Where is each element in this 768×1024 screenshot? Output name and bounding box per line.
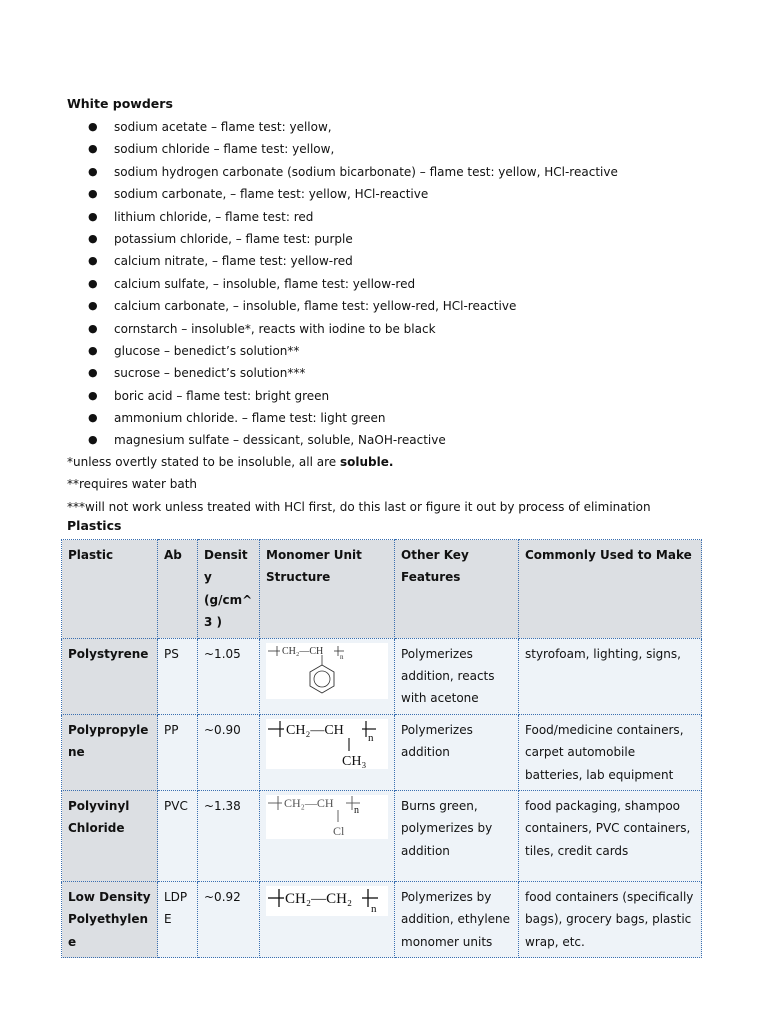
- table-row: [62, 791, 702, 882]
- monomer-structure: [260, 638, 395, 714]
- list-item: ● glucose – benedict’s solution**: [67, 340, 707, 362]
- svg-text:n: n: [340, 652, 344, 661]
- footnote-solubility: *unless overtly stated to be insoluble, all are soluble.: [67, 455, 394, 469]
- bullet-icon: ●: [88, 321, 98, 335]
- abbreviation: LDPE: [158, 882, 198, 958]
- bullet-icon: ●: [88, 343, 98, 357]
- column-header: Plastic: [62, 540, 158, 639]
- common-uses: food containers (specifically bags), grocery bags, plastic wrap, etc.: [519, 882, 702, 958]
- white-powders-list: [67, 116, 707, 452]
- bullet-icon: ●: [88, 209, 98, 223]
- abbreviation: PP: [158, 714, 198, 790]
- column-header: Other Key Features: [395, 540, 519, 639]
- column-header: Commonly Used to Make: [519, 540, 702, 639]
- svg-text:n: n: [371, 903, 377, 916]
- table-header-row: [62, 540, 702, 639]
- density: ~1.05: [198, 638, 260, 714]
- table-row: [62, 882, 702, 958]
- key-features: Polymerizes addition: [395, 714, 519, 790]
- bullet-icon: ●: [88, 254, 98, 268]
- bullet-icon: ●: [88, 231, 98, 245]
- list-item: ● sodium chloride – flame test: yellow,: [67, 138, 707, 160]
- svg-text:CH₂—CH: CH₂—CH: [284, 796, 334, 811]
- list-item: ● lithium chloride, – flame test: red: [67, 206, 707, 228]
- bullet-icon: ●: [88, 276, 98, 290]
- svg-text:n: n: [368, 731, 374, 744]
- list-item: ● magnesium sulfate – dessicant, soluble, NaOH-reactive: [67, 429, 707, 451]
- plastic-name: Polyvinyl Chloride: [62, 791, 158, 882]
- list-item: ● calcium sulfate, – insoluble, flame test: yellow-red: [67, 273, 707, 295]
- svg-text:CH₃: CH₃: [342, 753, 367, 769]
- footnote-water-bath: **requires water bath: [67, 477, 198, 492]
- monomer-structure: [260, 791, 395, 882]
- bullet-icon: ●: [88, 411, 98, 425]
- plastic-name: Polypropylene: [62, 714, 158, 790]
- bullet-icon: ●: [88, 120, 98, 133]
- bullet-icon: ●: [88, 142, 98, 156]
- plastics-heading: Plastics: [67, 518, 122, 533]
- key-features: Polymerizes addition, reacts with acetone: [395, 638, 519, 714]
- key-features: Burns green, polymerizes by addition: [395, 791, 519, 882]
- abbreviation: PS: [158, 638, 198, 714]
- svg-text:CH₂—CH₂: CH₂—CH₂: [285, 891, 353, 908]
- abbreviation: PVC: [158, 791, 198, 882]
- ldpe-structure-image: [266, 886, 388, 916]
- common-uses: styrofoam, lighting, signs,: [519, 638, 702, 714]
- list-item: ● potassium chloride, – flame test: purple: [67, 228, 707, 250]
- column-header: Density (g/cm^3 ): [198, 540, 260, 639]
- list-item: ● sodium acetate – flame test: yellow,: [67, 116, 707, 138]
- footnote-hcl: ***will not work unless treated with HCl first, do this last or figure it out by process of elimination: [67, 499, 651, 514]
- column-header: Monomer Unit Structure: [260, 540, 395, 639]
- bullet-icon: ●: [88, 187, 98, 201]
- polypropylene-structure-image: [266, 719, 388, 769]
- list-item: ● calcium carbonate, – insoluble, flame test: yellow-red, HCl-reactive: [67, 295, 707, 317]
- table-row: [62, 638, 702, 714]
- svg-text:Cl: Cl: [333, 824, 345, 839]
- common-uses: Food/medicine containers, carpet automobile batteries, lab equipment: [519, 714, 702, 790]
- list-item: ● boric acid – flame test: bright green: [67, 385, 707, 407]
- bullet-icon: ●: [88, 388, 98, 402]
- list-item: ● sodium hydrogen carbonate (sodium bicarbonate) – flame test: yellow, HCl-reactive: [67, 161, 707, 183]
- list-item: ● cornstarch – insoluble*, reacts with iodine to be black: [67, 318, 707, 340]
- pvc-structure-image: [266, 795, 388, 839]
- monomer-structure: [260, 714, 395, 790]
- list-item: ● sucrose – benedict’s solution***: [67, 362, 707, 384]
- density: ~0.90: [198, 714, 260, 790]
- list-item: ● ammonium chloride. – flame test: light green: [67, 407, 707, 429]
- density: ~0.92: [198, 882, 260, 958]
- common-uses: food packaging, shampoo containers, PVC containers, tiles, credit cards: [519, 791, 702, 882]
- svg-text:CH₂—CH: CH₂—CH: [282, 645, 324, 657]
- plastic-name: Low Density Polyethylene: [62, 882, 158, 958]
- bullet-icon: ●: [88, 366, 98, 380]
- bullet-icon: ●: [88, 433, 98, 447]
- white-powders-heading: White powders: [67, 96, 173, 111]
- list-item: ● sodium carbonate, – flame test: yellow, HCl-reactive: [67, 183, 707, 205]
- bullet-icon: ●: [88, 299, 98, 313]
- bullet-icon: ●: [88, 164, 98, 178]
- monomer-structure: [260, 882, 395, 958]
- svg-text:n: n: [354, 805, 359, 817]
- polystyrene-structure-image: [266, 643, 388, 699]
- table-row: [62, 714, 702, 790]
- column-header: Ab: [158, 540, 198, 639]
- plastics-table: [61, 539, 702, 958]
- footnotes: [67, 451, 727, 518]
- svg-text:CH₂—CH: CH₂—CH: [286, 722, 344, 738]
- density: ~1.38: [198, 791, 260, 882]
- plastic-name: Polystyrene: [62, 638, 158, 714]
- list-item: ● calcium nitrate, – flame test: yellow-red: [67, 250, 707, 272]
- key-features: Polymerizes by addition, ethylene monomer units: [395, 882, 519, 958]
